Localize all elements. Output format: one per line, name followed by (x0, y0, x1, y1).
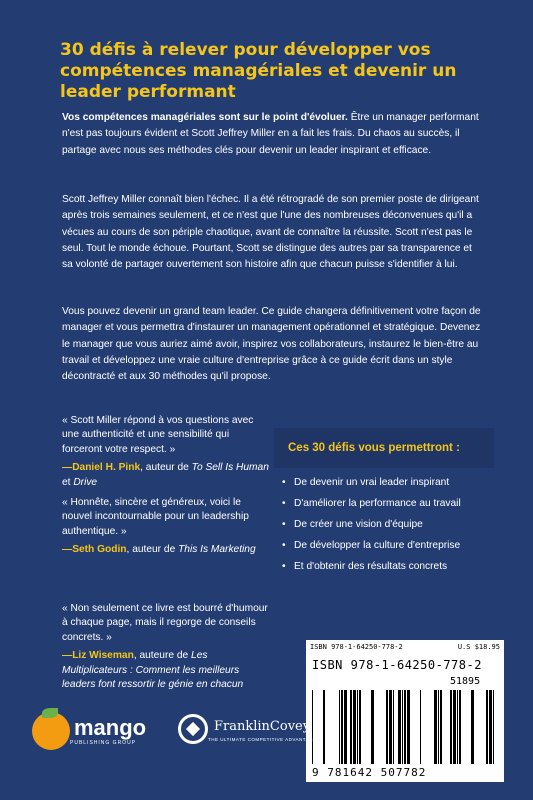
compass-icon (178, 714, 208, 744)
challenges-list (274, 476, 494, 573)
barcode-bar (357, 690, 358, 764)
work-title: Les Multiplicateurs : Comment les meilleurs leaders font ressortir le génie en chacun (62, 650, 244, 691)
list-item: • De devenir un vrai leader inspirant (282, 476, 494, 489)
quote-attribution (62, 649, 272, 692)
guide-paragraph: Vous pouvez devenir un grand team leader. Ce guide changera définitivement votre façon de manager et vous permettra d'instaurer un management opérationnel et stratégique. Devenez le manager que vous auriez aimé avoir, inspirez vos collaborateurs, instaurez le bien-être au travail et développez une vraie culture d'entreprise grâce à ce guide écrit dans un style décontracté et aux 30 méthodes qu'il propose. (62, 306, 481, 383)
list-item: • De créer une vision d'équipe (282, 518, 494, 531)
barcode-bar (471, 690, 474, 764)
barcode-bar (457, 690, 458, 764)
attr-pre: , auteur de (140, 462, 192, 474)
intro-paragraph (62, 110, 482, 159)
quote-attribution (62, 543, 272, 557)
work-title: To Sell Is Human (191, 462, 269, 474)
barcode-bar (341, 690, 343, 764)
franklincovey-logo (178, 714, 317, 744)
quote-author: —Seth Godin (62, 544, 127, 556)
barcode-bar (393, 690, 394, 764)
price-label: U.S $18.95 (457, 643, 500, 651)
mango-icon (32, 712, 70, 750)
quote-author: —Daniel H. Pink (62, 462, 141, 474)
quote-attribution (62, 461, 272, 490)
franklincovey-tagline: THE ULTIMATE COMPETITIVE ADVANTAGE (208, 736, 317, 742)
addon-barcode-icon (448, 690, 498, 764)
barcode-bar (350, 690, 352, 764)
barcode-bar (438, 690, 439, 764)
franklincovey-wordmark: FranklinCovey. (214, 718, 313, 734)
barcode-bar (386, 690, 388, 764)
barcode-bar (371, 690, 374, 764)
barcode-bar (323, 690, 325, 764)
quote-godin (62, 496, 272, 558)
quote-wiseman (62, 602, 272, 692)
barcode-bar (407, 690, 410, 764)
challenges-box (274, 428, 494, 581)
barcode-bar (440, 690, 442, 764)
barcode-bar (353, 690, 356, 764)
quote-pink (62, 414, 272, 490)
work-title: Drive (73, 476, 98, 488)
mango-tagline: PUBLISHING GROUP (70, 739, 137, 746)
author-story-paragraph: Scott Jeffrey Miller connaît bien l'échec. Il a été rétrogradé de son premier poste de dirigeant après trois semaines seulement, et ce n'est que l'une des nombreuses déconvenues qu'il a vécues au cours de son périple chaotique, avant de connaître la réussite. Scott n'est pas le seul. Tout le monde échoue. Pourtant, Scott se distingue des autres par sa transparence et sa volonté de partager ouvertement son histoire afin que chacun puisse s'identifier à lui. (62, 194, 479, 271)
challenges-title: Ces 30 défis vous permettront : (274, 428, 494, 468)
work-title: This Is Marketing (178, 544, 256, 556)
barcode-bar (459, 690, 461, 764)
barcode-bar (489, 690, 492, 764)
barcode-bar (486, 690, 488, 764)
barcode-bar (402, 690, 403, 764)
attr-pre: , auteure de (133, 650, 192, 662)
barcode-bar (434, 690, 437, 764)
attr-pre: , auteur de (126, 544, 179, 556)
ean-barcode-icon (312, 690, 444, 764)
barcode-bar (453, 690, 456, 764)
barcode-panel (306, 640, 504, 782)
barcode-bar (493, 690, 494, 764)
barcode-bar (398, 690, 401, 764)
mango-logo (32, 712, 146, 750)
mango-wordmark: mango (74, 714, 147, 740)
barcode-bar (420, 690, 421, 764)
isbn-small: ISBN 978-1-64250-778-2 (310, 643, 403, 651)
quote-text: « Scott Miller répond à vos questions avec une authenticité et une sensibilité qui forceront votre respect. » (62, 415, 254, 455)
quote-text: « Honnête, sincère et généreux, voici le nouvel incontournable pour un leadership authentique. » (62, 497, 249, 537)
barcode-bar (389, 690, 392, 764)
quote-author: —Liz Wiseman (62, 650, 134, 662)
list-item: • Et d'obtenir des résultats concrets (282, 560, 494, 573)
attr-mid: et (62, 476, 74, 488)
list-item: • De développer la culture d'entreprise (282, 539, 494, 552)
barcode-bar (450, 690, 452, 764)
isbn-large: ISBN 978-1-64250-778-2 (312, 658, 482, 672)
ean-number: 9 781642 507782 (312, 766, 427, 779)
barcode-bar (359, 690, 361, 764)
barcode-bar (339, 690, 340, 764)
barcode-bar (344, 690, 347, 764)
intro-bold-lead: Vos compétences managériales sont sur le point d'évoluer. (62, 112, 348, 123)
intro-rest: Être un manager performant n'est pas toujours évident et Scott Jeffrey Miller en a fait les frais. Du chaos au succès, il partage avec nous ses méthodes clés pour devenir un leader inspirant et efficace. (62, 112, 479, 156)
addon-number: 51895 (450, 676, 481, 687)
quote-text: « Non seulement ce livre est bourré d'humour à chaque page, mais il regorge de conseils concrets. » (62, 603, 268, 643)
list-item: • D'améliorer la performance au travail (282, 497, 494, 510)
barcode-bar (404, 690, 406, 764)
back-cover-headline: 30 défis à relever pour développer vos compétences managériales et devenir un leader performant (60, 40, 457, 102)
